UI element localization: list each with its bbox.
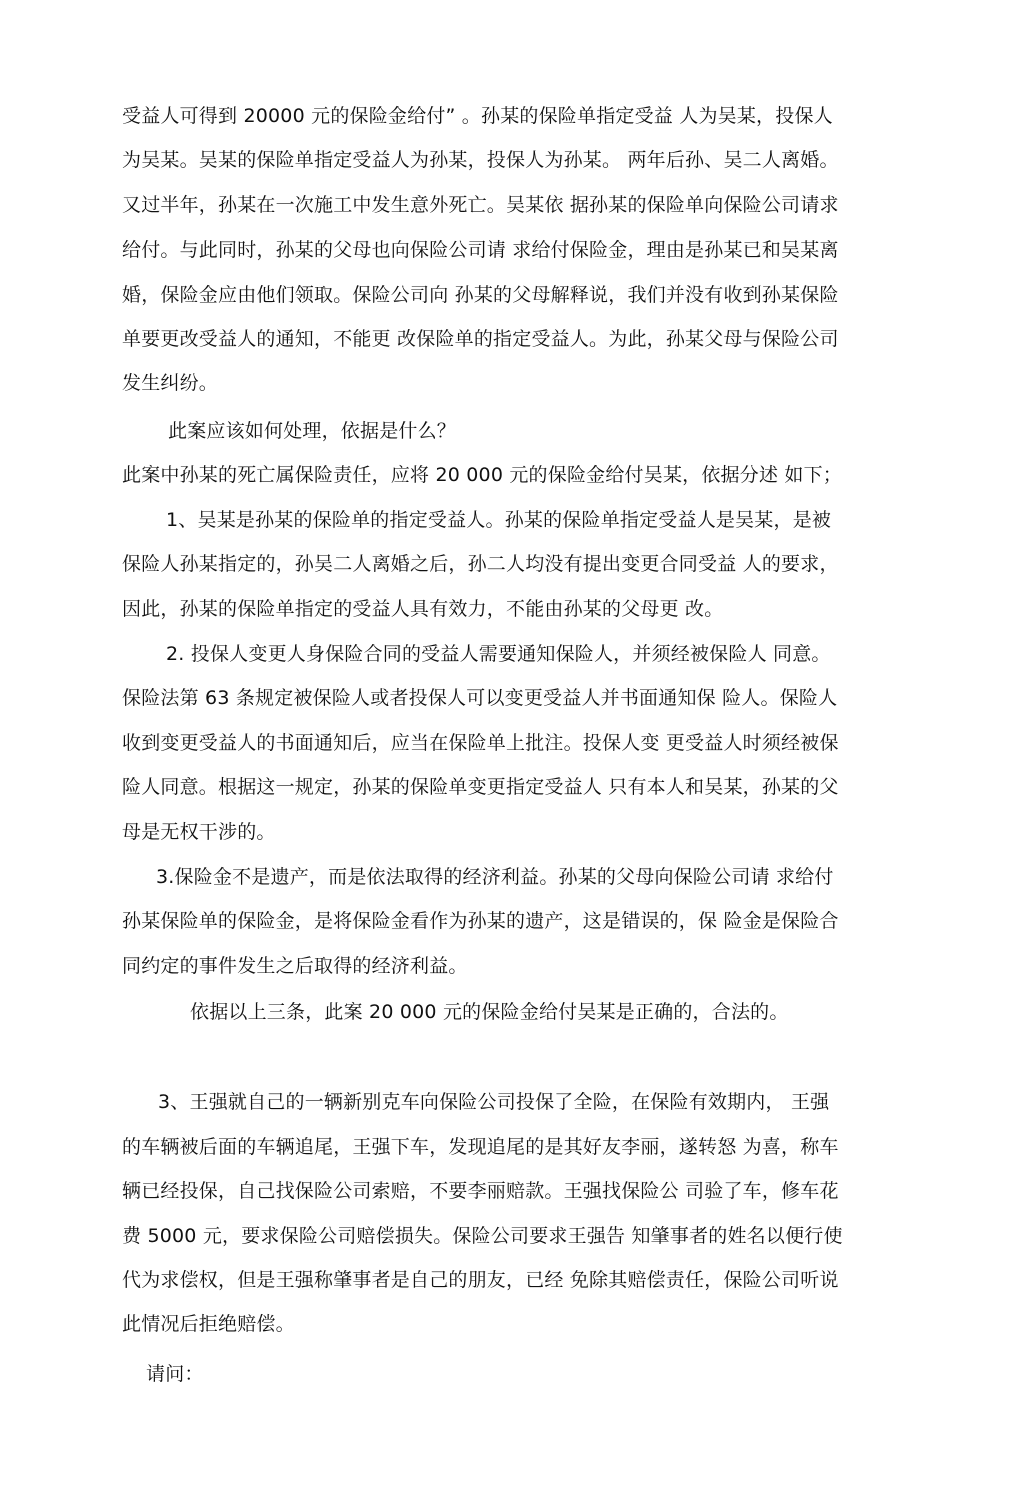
text-line: 辆已经投保，自己找保险公司索赔，不要李丽赔款。王强找保险公 司验了车，修车花 <box>122 1180 839 1202</box>
text-line: 受益人可得到 20000 元的保险金给付” 。孙某的保险单指定受益 人为吴某，投保人 <box>122 105 833 127</box>
text-line: 发生纠纷。 <box>122 372 219 394</box>
text-line: 的车辆被后面的车辆追尾，王强下车，发现追尾的是其好友李丽，遂转怒 为喜，称车 <box>122 1136 839 1158</box>
text-line: 收到变更受益人的书面通知后，应当在保险单上批注。投保人变 更受益人时须经被保 <box>122 732 839 754</box>
text-line: 险人同意。根据这一规定，孙某的保险单变更指定受益人 只有本人和吴某，孙某的父 <box>122 776 839 798</box>
text-line: 母是无权干涉的。 <box>122 821 276 843</box>
text-line: 保险法第 63 条规定被保险人或者投保人可以变更受益人并书面通知保 险人。保险人 <box>122 687 838 709</box>
text-line: 单要更改受益人的通知，不能更 改保险单的指定受益人。为此，孙某父母与保险公司 <box>122 328 839 350</box>
text-line: 2. 投保人变更人身保险合同的受益人需要通知保险人，并须经被保险人 同意。 <box>166 643 831 665</box>
text-line: 保险人孙某指定的，孙吴二人离婚之后，孙二人均没有提出变更合同受益 人的要求， <box>122 553 839 575</box>
text-line: 孙某保险单的保险金，是将保险金看作为孙某的遗产，这是错误的，保 险金是保险合 <box>122 910 839 932</box>
text-line: 代为求偿权，但是王强称肇事者是自己的朋友，已经 免除其赔偿责任，保险公司听说 <box>122 1269 839 1291</box>
text-line: 1、吴某是孙某的保险单的指定受益人。孙某的保险单指定受益人是吴某，是被 <box>166 509 832 531</box>
answer-line: 此案中孙某的死亡属保险责任，应将 20 000 元的保险金给付吴某，依据分述 如下； <box>122 464 843 486</box>
text-line: 此情况后拒绝赔偿。 <box>122 1313 295 1335</box>
text-line: 3.保险金不是遗产，而是依法取得的经济利益。孙某的父母向保险公司请 求给付 <box>156 866 834 888</box>
question-prompt: 请问： <box>146 1363 204 1385</box>
conclusion-line: 依据以上三条，此案 20 000 元的保险金给付吴某是正确的，合法的。 <box>190 1001 789 1023</box>
question-line: 此案应该如何处理，依据是什么？ <box>168 420 457 442</box>
text-line: 同约定的事件发生之后取得的经济利益。 <box>122 955 468 977</box>
text-line: 给付。与此同时，孙某的父母也向保险公司请 求给付保险金，理由是孙某已和吴某离 <box>122 239 839 261</box>
text-line: 又过半年，孙某在一次施工中发生意外死亡。吴某依 据孙某的保险单向保险公司请求 <box>122 194 839 216</box>
text-line: 婚，保险金应由他们领取。保险公司向 孙某的父母解释说，我们并没有收到孙某保险 <box>122 284 839 306</box>
text-line: 费 5000 元，要求保险公司赔偿损失。保险公司要求王强告 知肇事者的姓名以便行使 <box>122 1225 843 1247</box>
case-3-line: 3、王强就自己的一辆新别克车向保险公司投保了全险，在保险有效期内， 王强 <box>158 1091 830 1113</box>
text-line: 为吴某。吴某的保险单指定受益人为孙某，投保人为孙某。 两年后孙、吴二人离婚。 <box>122 149 839 171</box>
text-line: 因此，孙某的保险单指定的受益人具有效力，不能由孙某的父母更 改。 <box>122 598 724 620</box>
